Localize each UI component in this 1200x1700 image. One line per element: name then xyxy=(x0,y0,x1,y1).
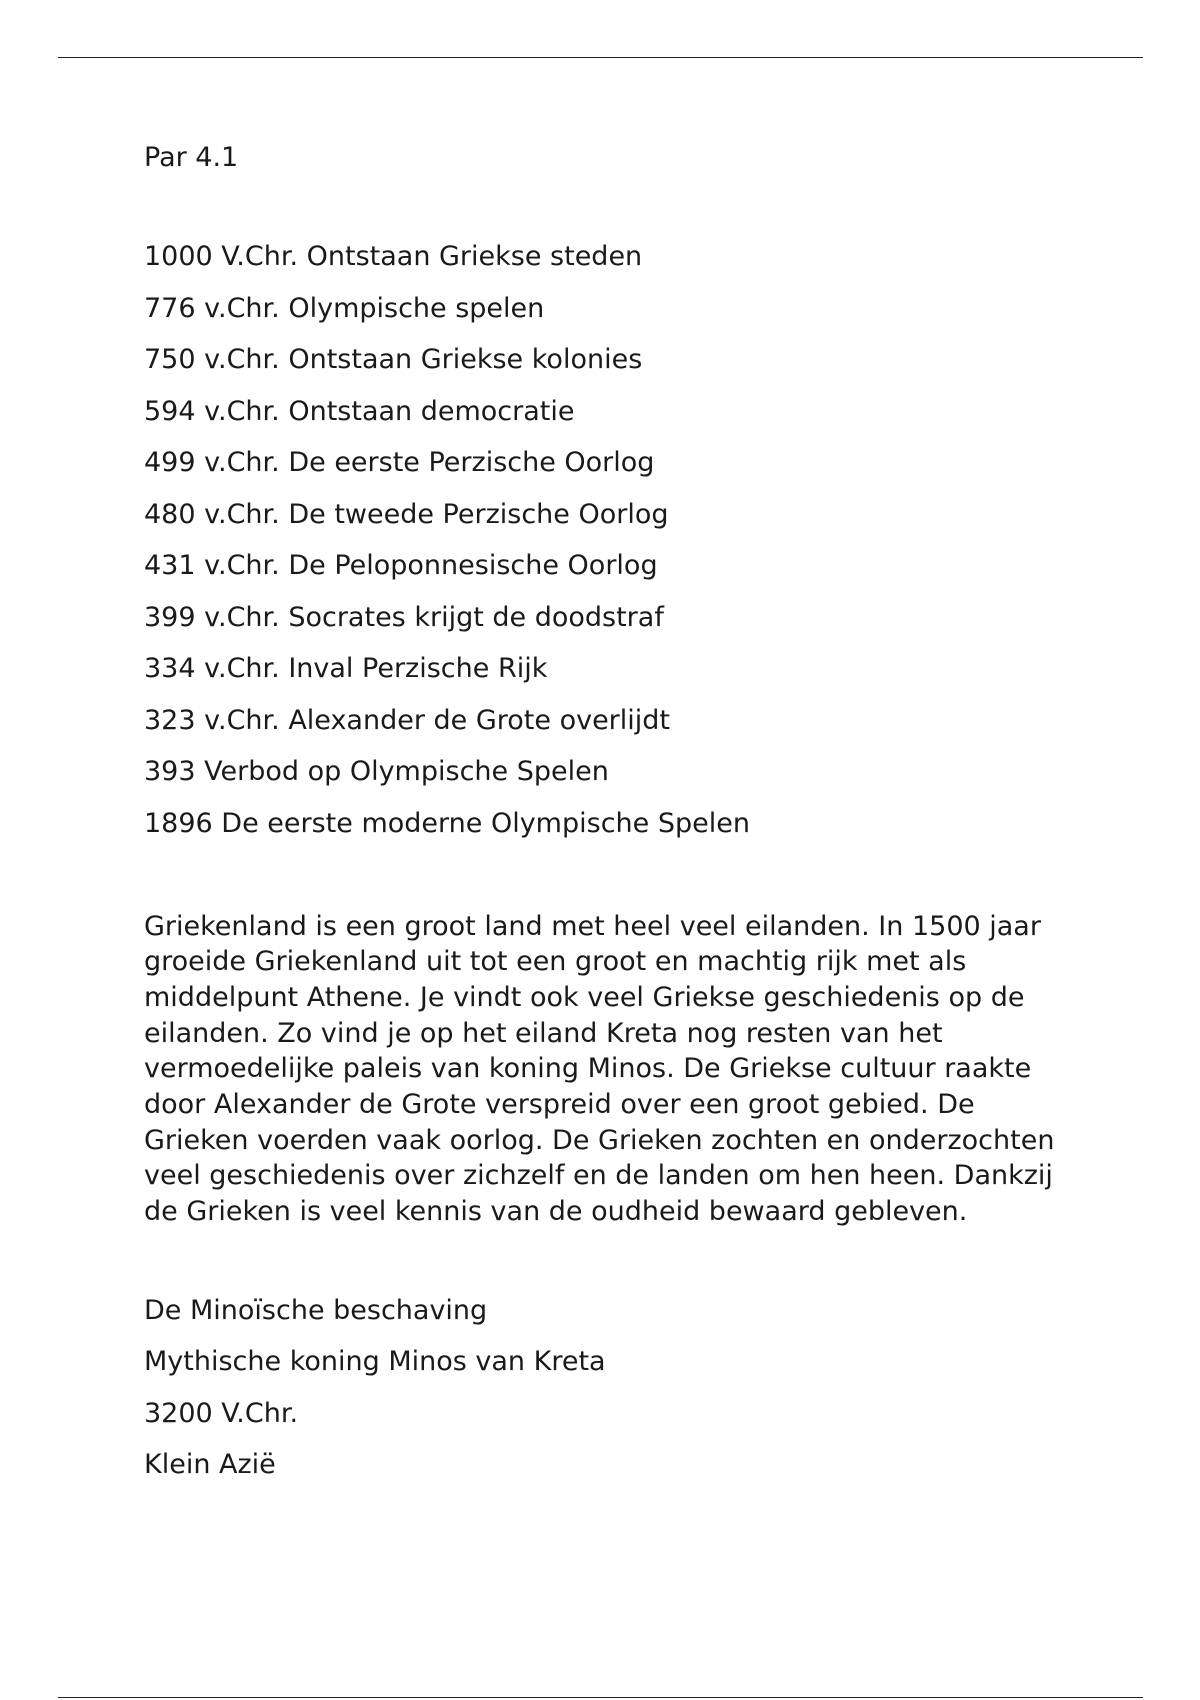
document-body xyxy=(144,136,1084,1500)
timeline-item: 323 v.Chr. Alexander de Grote overlijdt xyxy=(144,704,671,736)
timeline-item: 776 v.Chr. Olympische spelen xyxy=(144,292,545,324)
summary-paragraph: Griekenland is een groot land met heel veel eilanden. In 1500 jaar groeide Griekenland uit tot een groot en machtig rijk met als middelpunt Athene. Je vindt ook veel Griekse geschiedenis op de eilanden. Zo vind je op het eiland Kreta nog resten van het vermoedelijke paleis van koning Minos. De Griekse cultuur raakte door Alexander de Grote verspreid over een groot gebied. De Grieken voerden vaak oorlog. De Grieken zochten en onderzochten veel geschiedenis over zichzelf en de landen om hen heen. Dankzij de Grieken is veel kennis van de oudheid bewaard gebleven. xyxy=(144,910,1055,1228)
timeline-item: 499 v.Chr. De eerste Perzische Oorlog xyxy=(144,447,655,478)
minoan-note: De Minoïsche beschaving xyxy=(144,1294,488,1326)
timeline-item: 431 v.Chr. De Peloponnesische Oorlog xyxy=(144,550,658,581)
timeline-item: 750 v.Chr. Ontstaan Griekse kolonies xyxy=(144,344,643,375)
bottom-divider xyxy=(58,1697,1143,1698)
section-title: Par 4.1 xyxy=(144,142,239,173)
timeline-item: 480 v.Chr. De tweede Perzische Oorlog xyxy=(144,498,669,530)
timeline-item: 334 v.Chr. Inval Perzische Rijk xyxy=(144,653,548,684)
timeline-item: 594 v.Chr. Ontstaan democratie xyxy=(144,395,575,427)
top-divider xyxy=(58,57,1143,58)
minoan-note: Mythische koning Minos van Kreta xyxy=(144,1346,606,1378)
timeline-item: 399 v.Chr. Socrates krijgt de doodstraf xyxy=(144,601,664,633)
timeline-list xyxy=(144,240,1084,841)
timeline-item: 393 Verbod op Olympische Spelen xyxy=(144,756,609,787)
minoan-notes-list xyxy=(144,1294,1084,1483)
timeline-item: 1000 V.Chr. Ontstaan Griekse steden xyxy=(144,241,643,272)
minoan-note: Klein Azië xyxy=(144,1449,276,1481)
minoan-note: 3200 V.Chr. xyxy=(144,1397,299,1429)
timeline-item: 1896 De eerste moderne Olympische Spelen xyxy=(144,807,750,839)
